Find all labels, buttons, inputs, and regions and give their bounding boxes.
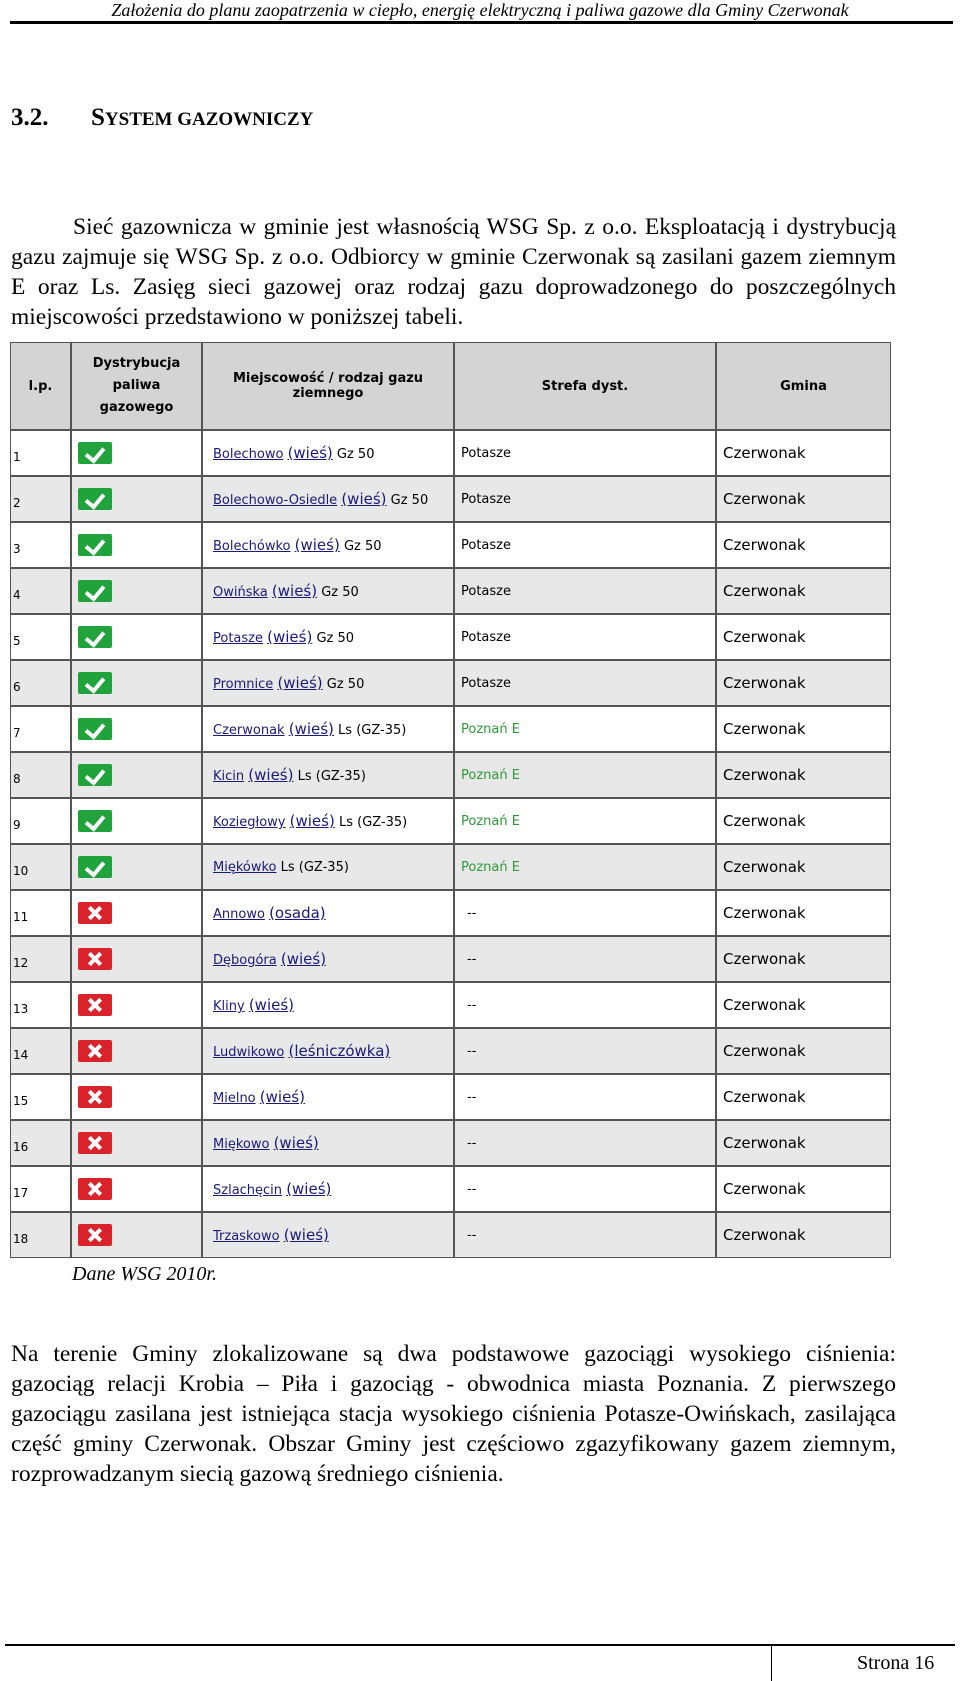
locality-link[interactable]: Miękówko <box>213 859 277 875</box>
locality-link[interactable]: Szlachęcin <box>213 1183 283 1198</box>
zone-cell: Potasze <box>454 476 716 522</box>
gas-type: Gz 50 <box>326 677 365 692</box>
distribution-status <box>71 1120 202 1166</box>
gmina-cell: Czerwonak <box>716 706 891 752</box>
zone-cell: -- <box>454 982 716 1028</box>
distribution-status <box>71 706 202 752</box>
distribution-status <box>71 522 202 568</box>
cross-icon <box>78 1040 112 1062</box>
row-number: 4 <box>10 568 71 614</box>
row-number: 2 <box>10 476 71 522</box>
row-number: 14 <box>10 1028 71 1074</box>
zone-cell: Poznań E <box>454 752 716 798</box>
body-paragraph <box>11 1339 896 1489</box>
locality-link[interactable]: Bolechówko <box>213 539 291 554</box>
row-number: 8 <box>10 752 71 798</box>
zone-cell: Poznań E <box>454 706 716 752</box>
locality-link[interactable]: Owińska <box>213 585 268 600</box>
zone-cell: Potasze <box>454 430 716 476</box>
locality-link[interactable]: Trzaskowo <box>213 1229 280 1244</box>
locality-cell <box>202 660 454 706</box>
zone-cell: Potasze <box>454 522 716 568</box>
zone-cell: Potasze <box>454 614 716 660</box>
table-row <box>10 568 891 614</box>
table-row <box>10 752 891 798</box>
table-header-row <box>10 342 891 430</box>
row-number: 16 <box>10 1120 71 1166</box>
locality-cell <box>202 1120 454 1166</box>
locality-link[interactable]: Ludwikowo <box>213 1045 285 1060</box>
header-lp: l.p. <box>10 342 71 430</box>
gas-type: Gz 50 <box>321 585 359 600</box>
locality-type[interactable]: (wieś) <box>267 628 313 646</box>
zone-cell: -- <box>454 1074 716 1120</box>
locality-type[interactable]: (wieś) <box>286 1180 332 1198</box>
cross-icon <box>78 994 112 1016</box>
gmina-cell: Czerwonak <box>716 522 891 568</box>
locality-cell <box>202 890 454 936</box>
section-title-rest: YSTEM GAZOWNICZY <box>104 109 314 130</box>
row-number: 3 <box>10 522 71 568</box>
check-icon <box>78 672 112 694</box>
check-icon <box>78 718 112 740</box>
zone-cell: -- <box>454 1028 716 1074</box>
locality-type[interactable]: (wieś) <box>283 1226 329 1244</box>
cross-icon <box>78 948 112 970</box>
distribution-status <box>71 476 202 522</box>
gas-type: Gz 50 <box>336 447 375 462</box>
row-number: 15 <box>10 1074 71 1120</box>
cross-icon <box>78 902 112 924</box>
table-row <box>10 936 891 982</box>
row-number: 5 <box>10 614 71 660</box>
row-number: 6 <box>10 660 71 706</box>
locality-link[interactable]: Potasze <box>213 631 263 646</box>
body-text: Na terenie Gminy zlokalizowane są dwa podstawowe gazociągi wysokiego ciśnienia: gazociąg relacji Krobia – Piła i gazociąg - obwodnica miasta Poznania. Z pierwszego gazociągu zasilana jest istniejąca stacja wysokiego ciśnienia Potasze-Owińskach, zasilająca część gminy Czerwonak. Obszar Gminy jest częściowo zgazyfikowany gazem ziemnym, rozprowadzanym siecią gazową średniego ciśnienia. <box>11 1341 896 1487</box>
locality-cell <box>202 568 454 614</box>
table-row <box>10 1028 891 1074</box>
row-number: 1 <box>10 430 71 476</box>
zone-cell: Poznań E <box>454 844 716 890</box>
footer-divider <box>771 1645 772 1681</box>
distribution-status <box>71 430 202 476</box>
table-row <box>10 430 891 476</box>
locality-link[interactable]: Bolechowo-Osiedle <box>213 493 338 508</box>
check-icon <box>78 810 112 832</box>
locality-type[interactable]: (wieś) <box>273 1134 319 1152</box>
table-source: Dane WSG 2010r. <box>72 1263 217 1285</box>
header-locality: Miejscowość / rodzaj gazu ziemnego <box>202 342 454 430</box>
locality-type[interactable]: (wieś) <box>288 720 334 738</box>
zone-cell: -- <box>454 1120 716 1166</box>
row-number: 18 <box>10 1212 71 1258</box>
locality-cell <box>202 706 454 752</box>
gmina-cell: Czerwonak <box>716 1028 891 1074</box>
gmina-cell: Czerwonak <box>716 936 891 982</box>
distribution-status <box>71 660 202 706</box>
locality-cell <box>202 1028 454 1074</box>
locality-type[interactable]: (leśniczówka) <box>288 1042 391 1060</box>
table-row <box>10 476 891 522</box>
locality-cell <box>202 430 454 476</box>
locality-link[interactable]: Koziegłowy <box>213 815 286 830</box>
intro-text: Sieć gazownicza w gminie jest własnością WSG Sp. z o.o. Eksploatacją i dystrybucją gazu zajmuje się WSG Sp. z o.o. Odbiorcy w gminie Czerwonak są zasilani gazem ziemnym E oraz Ls. Zasięg sieci gazowej oraz rodzaj gazu doprowadzonego do poszczególnych miejscowości przedstawiono w poniższej tabeli. <box>11 214 896 330</box>
gmina-cell: Czerwonak <box>716 1120 891 1166</box>
distribution-status <box>71 1074 202 1120</box>
table-row <box>10 1074 891 1120</box>
locality-type[interactable]: (wieś) <box>271 582 318 600</box>
gmina-cell: Czerwonak <box>716 568 891 614</box>
locality-type[interactable]: (osada) <box>269 904 326 922</box>
gmina-cell: Czerwonak <box>716 844 891 890</box>
locality-link[interactable]: Mielno <box>213 1091 256 1106</box>
cross-icon <box>78 1224 112 1246</box>
locality-cell <box>202 936 454 982</box>
gmina-cell: Czerwonak <box>716 752 891 798</box>
zone-cell: Poznań E <box>454 798 716 844</box>
row-number: 10 <box>10 844 71 890</box>
gmina-cell: Czerwonak <box>716 1212 891 1258</box>
table-row <box>10 660 891 706</box>
gmina-cell: Czerwonak <box>716 614 891 660</box>
zone-cell: Potasze <box>454 660 716 706</box>
intro-paragraph <box>11 212 896 332</box>
section-title <box>11 104 313 132</box>
row-number: 17 <box>10 1166 71 1212</box>
locality-type[interactable]: (wieś) <box>280 950 327 968</box>
locality-type[interactable]: (wieś) <box>287 444 333 462</box>
row-number: 13 <box>10 982 71 1028</box>
locality-cell <box>202 614 454 660</box>
gmina-cell: Czerwonak <box>716 430 891 476</box>
distribution-status <box>71 844 202 890</box>
distribution-status <box>71 614 202 660</box>
locality-type[interactable]: (wieś) <box>289 812 335 830</box>
locality-type[interactable]: (wieś) <box>248 766 294 784</box>
locality-link[interactable]: Kliny <box>213 999 245 1014</box>
locality-cell <box>202 1212 454 1258</box>
table-row <box>10 890 891 936</box>
distribution-status <box>71 1212 202 1258</box>
distribution-status <box>71 936 202 982</box>
check-icon <box>78 856 112 878</box>
table-row <box>10 1120 891 1166</box>
zone-cell: Potasze <box>454 568 716 614</box>
gmina-cell: Czerwonak <box>716 982 891 1028</box>
locality-link[interactable]: Czerwonak <box>213 723 285 738</box>
gmina-cell: Czerwonak <box>716 890 891 936</box>
locality-cell <box>202 752 454 798</box>
check-icon <box>78 764 112 786</box>
gas-type: Gz 50 <box>343 539 382 554</box>
gas-type: Ls (GZ-35) <box>297 769 366 784</box>
distribution-status <box>71 982 202 1028</box>
zone-cell: -- <box>454 890 716 936</box>
check-icon <box>78 626 112 648</box>
header-rule <box>10 21 953 24</box>
locality-type[interactable]: (wieś) <box>248 996 295 1014</box>
zone-cell: -- <box>454 1212 716 1258</box>
gmina-cell: Czerwonak <box>716 660 891 706</box>
table-row <box>10 1166 891 1212</box>
header-distribution: Dystrybucja paliwa gazowego <box>71 342 202 430</box>
distribution-status <box>71 890 202 936</box>
table-row <box>10 1212 891 1258</box>
distribution-status <box>71 1028 202 1074</box>
locality-cell <box>202 522 454 568</box>
locality-link[interactable]: Annowo <box>213 907 265 922</box>
table-row <box>10 982 891 1028</box>
distribution-status <box>71 568 202 614</box>
check-icon <box>78 534 112 556</box>
zone-cell: -- <box>454 936 716 982</box>
gas-type: Gz 50 <box>390 493 429 508</box>
gmina-cell: Czerwonak <box>716 798 891 844</box>
locality-type[interactable]: (wieś) <box>341 490 387 508</box>
locality-cell <box>202 1074 454 1120</box>
table-row <box>10 844 891 890</box>
locality-cell <box>202 798 454 844</box>
section-number: 3.2. <box>11 104 49 131</box>
locality-cell <box>202 844 454 890</box>
table-row <box>10 798 891 844</box>
table-row <box>10 522 891 568</box>
table-row <box>10 614 891 660</box>
locality-link[interactable]: Dębogóra <box>213 953 277 968</box>
row-number: 7 <box>10 706 71 752</box>
check-icon <box>78 580 112 602</box>
gas-type: Ls (GZ-35) <box>338 815 408 830</box>
gmina-cell: Czerwonak <box>716 476 891 522</box>
cross-icon <box>78 1178 112 1200</box>
locality-link[interactable]: Promnice <box>213 677 274 692</box>
distribution-status <box>71 1166 202 1212</box>
check-icon <box>78 488 112 510</box>
gas-type: Ls (GZ-35) <box>338 723 407 738</box>
gmina-cell: Czerwonak <box>716 1166 891 1212</box>
cross-icon <box>78 1086 112 1108</box>
header-zone: Strefa dyst. <box>454 342 716 430</box>
locality-cell <box>202 1166 454 1212</box>
locality-type[interactable]: (wieś) <box>259 1088 305 1106</box>
row-number: 9 <box>10 798 71 844</box>
gas-type: Ls (GZ-35) <box>280 859 349 875</box>
row-number: 12 <box>10 936 71 982</box>
running-header: Założenia do planu zaopatrzenia w ciepło, energię elektryczną i paliwa gazowe dla Gminy Czerwonak <box>111 0 849 20</box>
locality-cell <box>202 476 454 522</box>
distribution-status <box>71 798 202 844</box>
zone-cell: -- <box>454 1166 716 1212</box>
gas-type: Gz 50 <box>316 631 355 646</box>
footer-rule <box>5 1644 955 1646</box>
section-title-first: S <box>91 104 105 131</box>
cross-icon <box>78 1132 112 1154</box>
locality-link[interactable]: Miękowo <box>213 1137 270 1152</box>
table-row <box>10 706 891 752</box>
page-number: Strona 16 <box>857 1652 935 1674</box>
distribution-status <box>71 752 202 798</box>
locality-cell <box>202 982 454 1028</box>
gas-network-table <box>10 342 891 1258</box>
locality-link[interactable]: Kicin <box>213 769 245 784</box>
table-body <box>10 430 891 1258</box>
gmina-cell: Czerwonak <box>716 1074 891 1120</box>
header-gmina: Gmina <box>716 342 891 430</box>
locality-type[interactable]: (wieś) <box>277 674 323 692</box>
row-number: 11 <box>10 890 71 936</box>
check-icon <box>78 442 112 464</box>
locality-link[interactable]: Bolechowo <box>213 447 284 462</box>
locality-type[interactable]: (wieś) <box>294 536 340 554</box>
